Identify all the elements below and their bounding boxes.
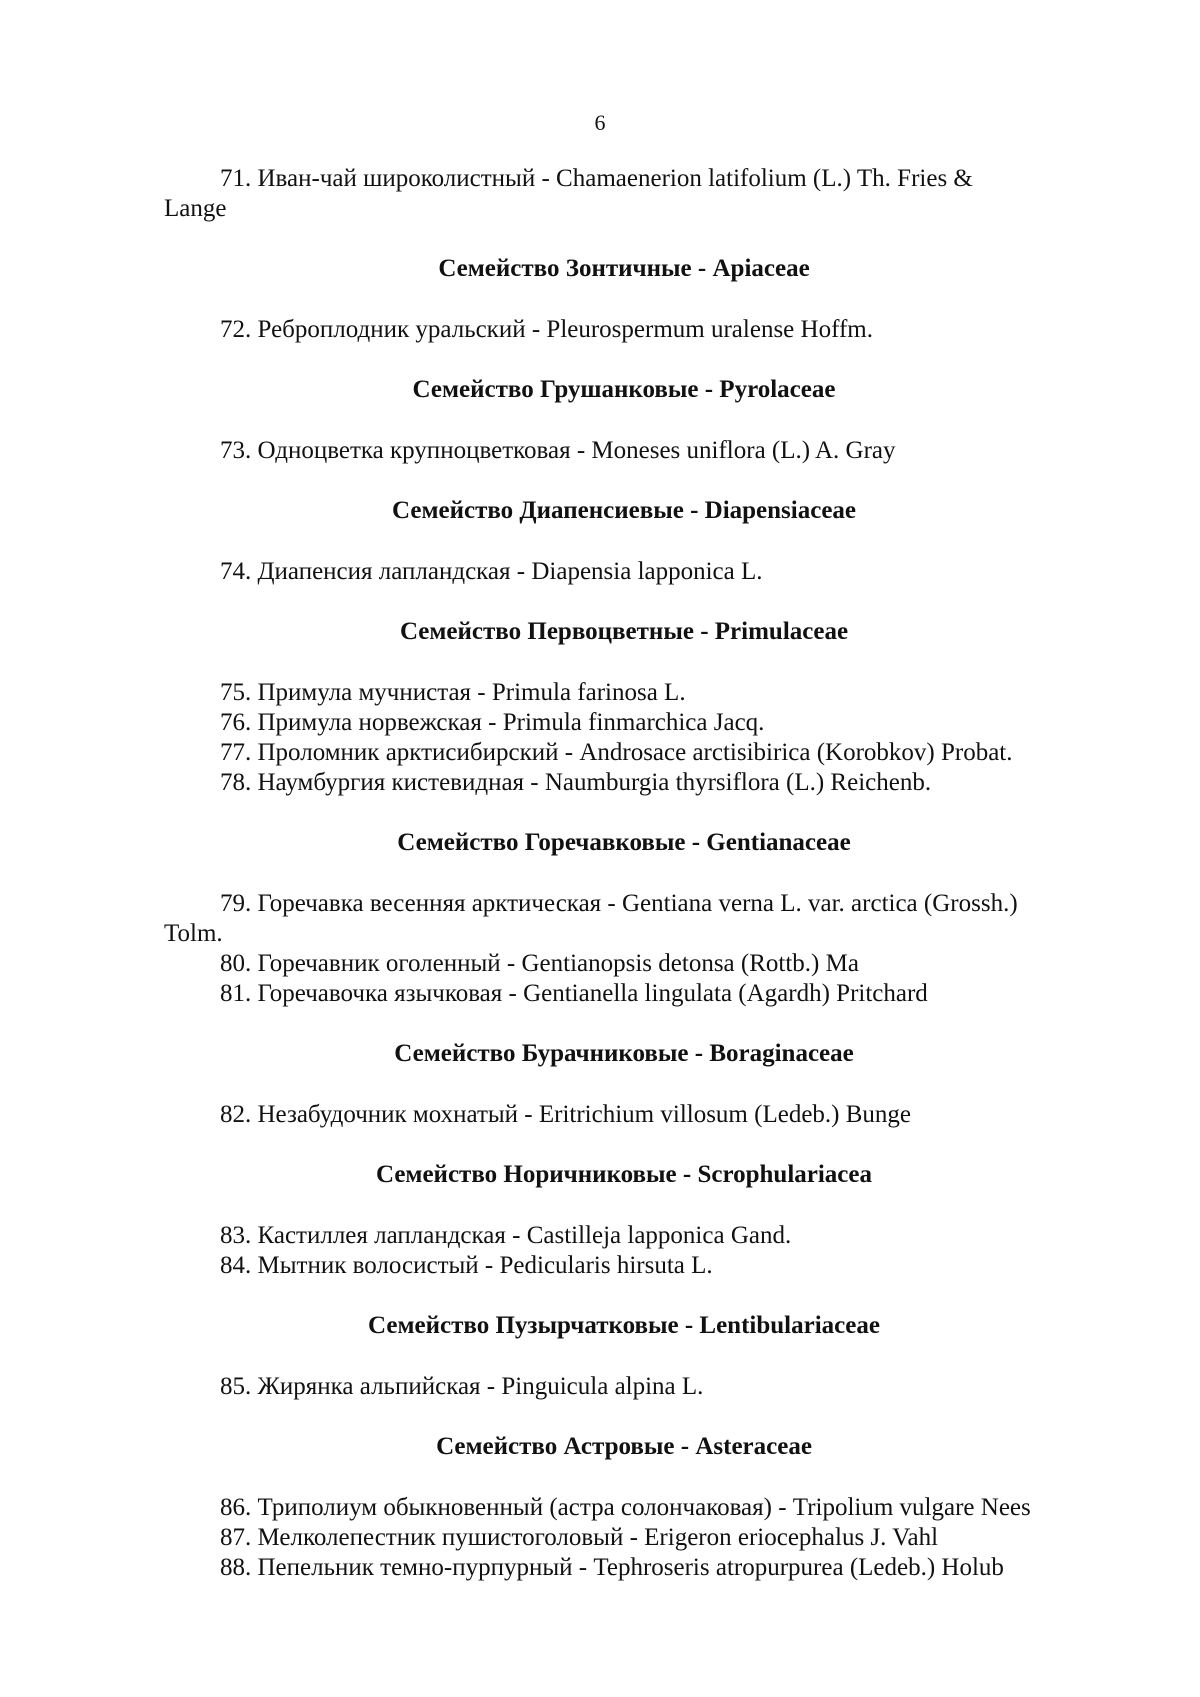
family-heading: Семейство Зонтичные - Apiaceae	[438, 255, 810, 282]
species-entry: 77. Проломник арктисибирский - Androsace arctisibirica (Korobkov) Probat.	[220, 739, 1013, 766]
section-lentibulariaceae	[164, 1372, 1084, 1402]
species-entry: 86. Триполиум обыкновенный (астра солончаковая) - Tripolium vulgare Nees	[220, 1494, 1031, 1521]
section-primulaceae	[164, 678, 1084, 798]
family-heading: Семейство Пузырчатковые - Lentibulariaceae	[368, 1312, 880, 1339]
species-entry: 76. Примула норвежская - Primula finmarchica Jacq.	[220, 709, 765, 736]
species-entry-continuation: Tolm.	[164, 920, 223, 947]
species-list	[164, 164, 1084, 1583]
species-entry-text: 79. Горечавка весенняя арктическая - Gentiana verna L. var. arctica (Grossh.)	[220, 890, 1018, 917]
family-heading: Семейство Диапенсиевые - Diapensiaceae	[391, 497, 857, 524]
species-entry: 82. Незабудочник мохнатый - Eritrichium villosum (Ledeb.) Bunge	[220, 1101, 912, 1128]
section-gentianaceae	[164, 889, 1084, 1009]
page-number: 6	[594, 110, 606, 135]
section-apiaceae	[164, 315, 1084, 345]
family-heading: Семейство Первоцветные - Primulaceae	[399, 618, 849, 645]
section-boraginaceae	[164, 1100, 1084, 1130]
species-entry: 81. Горечавочка язычковая - Gentianella lingulata (Agardh) Pritchard	[220, 980, 928, 1007]
section-chamaenerion	[164, 164, 1084, 224]
species-entry: 74. Диапенсия лапландская - Diapensia lapponica L.	[220, 558, 763, 585]
species-entry: 88. Пепельник темно-пурпурный - Tephroseris atropurpurea (Ledeb.) Holub	[220, 1554, 1004, 1581]
species-entry: 72. Реброплодник уральский - Pleurospermum uralense Hoffm.	[220, 316, 873, 343]
family-heading: Семейство Астровые - Asteraceae	[436, 1433, 812, 1460]
section-asteraceae	[164, 1493, 1084, 1583]
family-heading: Семейство Горечавковые - Gentianaceae	[397, 829, 851, 856]
species-entry	[164, 164, 1084, 224]
species-entry	[164, 889, 1084, 949]
section-diapensiaceae	[164, 557, 1084, 587]
family-heading: Семейство Норичниковые - Scrophulariacea	[375, 1161, 873, 1188]
section-scrophulariacea	[164, 1221, 1084, 1281]
species-entry: 75. Примула мучнистая - Primula farinosa L.	[220, 679, 686, 706]
species-entry-continuation: Lange	[164, 195, 227, 222]
section-pyrolaceae	[164, 436, 1084, 466]
species-entry: 83. Кастиллея лапландская - Castilleja lapponica Gand.	[220, 1222, 792, 1249]
species-entry: 85. Жирянка альпийская - Pinguicula alpina L.	[220, 1373, 704, 1400]
species-entry: 87. Мелколепестник пушистоголовый - Erigeron eriocephalus J. Vahl	[220, 1524, 939, 1551]
species-entry: 80. Горечавник оголенный - Gentianopsis detonsa (Rottb.) Ma	[220, 950, 859, 977]
species-entry: 73. Одноцветка крупноцветковая - Moneses uniflora (L.) A. Gray	[220, 437, 896, 464]
species-entry: 78. Наумбургия кистевидная - Naumburgia thyrsiflora (L.) Reichenb.	[220, 769, 932, 796]
family-heading: Семейство Бурачниковые - Boraginaceae	[394, 1040, 854, 1067]
family-heading: Семейство Грушанковые - Pyrolaceae	[412, 376, 836, 403]
species-entry: 84. Мытник волосистый - Pedicularis hirsuta L.	[220, 1252, 713, 1279]
species-entry-text: 71. Иван-чай широколистный - Chamaenerion latifolium (L.) Th. Fries &	[220, 165, 973, 192]
